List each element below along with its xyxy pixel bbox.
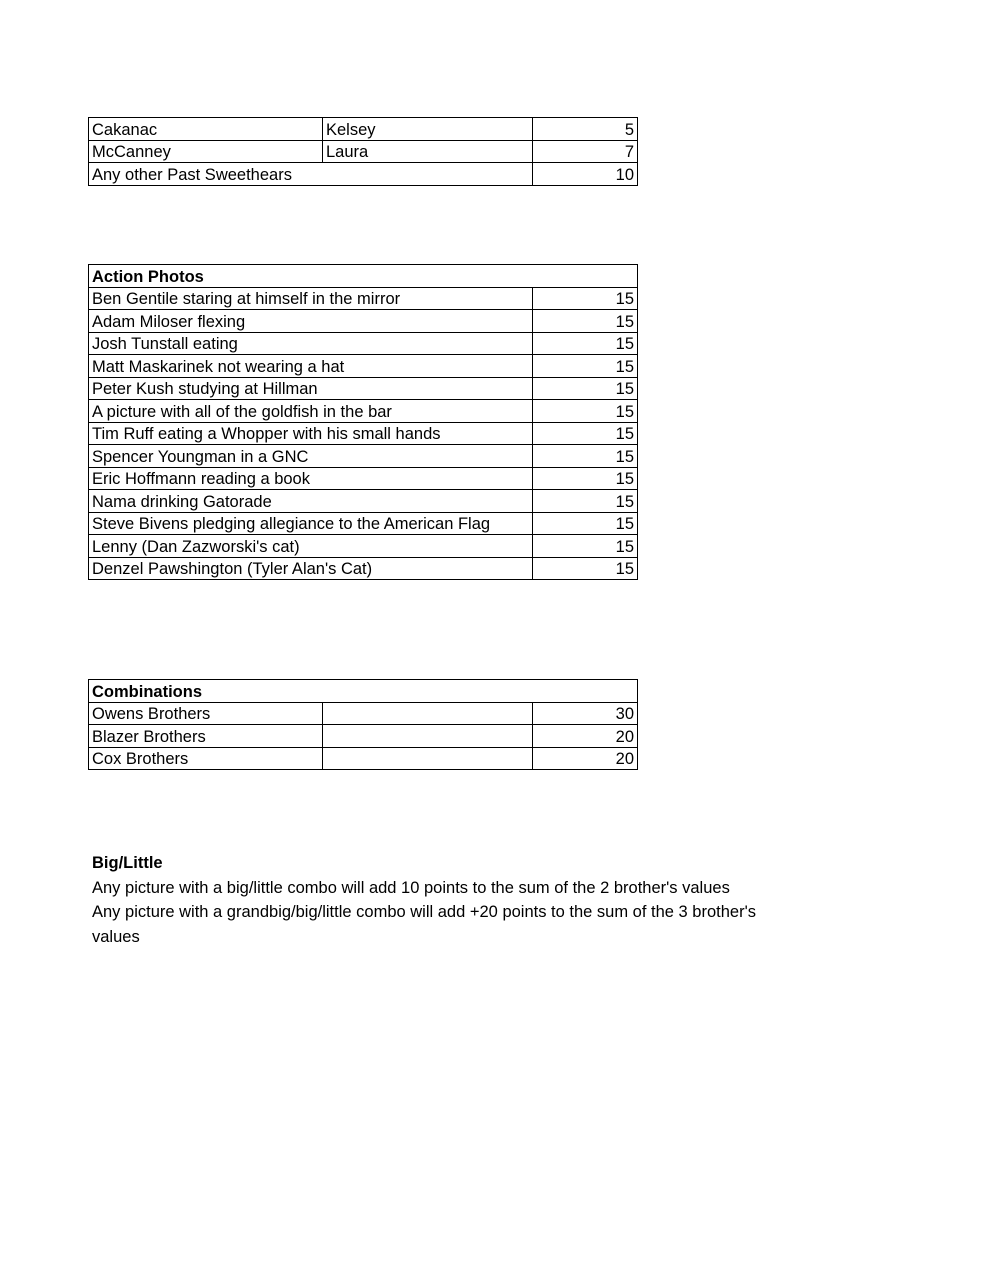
photo-label-cell: Adam Miloser flexing [89,310,533,333]
table-row [89,747,638,770]
photo-label-cell: Lenny (Dan Zazworski's cat) [89,535,533,558]
points-cell: 15 [533,422,638,445]
photo-label-cell: Denzel Pawshington (Tyler Alan's Cat) [89,557,533,580]
points-cell: 15 [533,490,638,513]
first-name-cell: Kelsey [323,118,533,141]
points-cell: 20 [533,725,638,748]
sweethearts-table [88,117,638,186]
table-row [89,163,638,186]
table-row [89,287,638,310]
photo-label-cell: Nama drinking Gatorade [89,490,533,513]
points-cell: 15 [533,377,638,400]
points-cell: 5 [533,118,638,141]
table-row [89,118,638,141]
table-row [89,467,638,490]
combinations-table [88,679,638,770]
section-title: Action Photos [89,265,638,288]
table-row [89,725,638,748]
points-cell: 15 [533,445,638,468]
last-name-cell: Cakanac [89,118,323,141]
table-header-row [89,265,638,288]
points-cell: 15 [533,535,638,558]
photo-label-cell: Tim Ruff eating a Whopper with his small hands [89,422,533,445]
table-row [89,445,638,468]
table-row [89,400,638,423]
table-row [89,332,638,355]
combo-label-cell: Cox Brothers [89,747,323,770]
photo-label-cell: Peter Kush studying at Hillman [89,377,533,400]
points-cell: 15 [533,310,638,333]
table-row [89,310,638,333]
points-cell: 7 [533,140,638,163]
table-row [89,557,638,580]
empty-cell [323,747,533,770]
action-photos-table [88,264,638,580]
points-cell: 15 [533,512,638,535]
photo-label-cell: Josh Tunstall eating [89,332,533,355]
points-cell: 15 [533,400,638,423]
empty-cell [323,725,533,748]
table-row [89,140,638,163]
table-row [89,355,638,378]
big-little-section [92,851,852,949]
combo-label-cell: Owens Brothers [89,702,323,725]
photo-label-cell: Matt Maskarinek not wearing a hat [89,355,533,378]
table-row [89,490,638,513]
points-cell: 30 [533,702,638,725]
rule-text: values [92,927,140,946]
last-name-cell: McCanney [89,140,323,163]
table-row [89,535,638,558]
points-cell: 10 [533,163,638,186]
photo-label-cell: A picture with all of the goldfish in the bar [89,400,533,423]
other-sweethearts-label: Any other Past Sweethears [89,163,533,186]
points-cell: 15 [533,467,638,490]
photo-label-cell: Spencer Youngman in a GNC [89,445,533,468]
table-header-row [89,680,638,703]
photo-label-cell: Eric Hoffmann reading a book [89,467,533,490]
section-title: Combinations [89,680,638,703]
points-cell: 20 [533,747,638,770]
points-cell: 15 [533,287,638,310]
photo-label-cell: Ben Gentile staring at himself in the mirror [89,287,533,310]
table-row [89,422,638,445]
points-cell: 15 [533,355,638,378]
table-row [89,377,638,400]
photo-label-cell: Steve Bivens pledging allegiance to the American Flag [89,512,533,535]
points-cell: 15 [533,332,638,355]
table-row [89,512,638,535]
table-row [89,702,638,725]
rule-text: Any picture with a big/little combo will add 10 points to the sum of the 2 brother's values [92,878,730,897]
first-name-cell: Laura [323,140,533,163]
empty-cell [323,702,533,725]
rule-text: Any picture with a grandbig/big/little combo will add +20 points to the sum of the 3 brother's [92,903,756,921]
points-cell: 15 [533,557,638,580]
section-title: Big/Little [92,854,163,872]
combo-label-cell: Blazer Brothers [89,725,323,748]
